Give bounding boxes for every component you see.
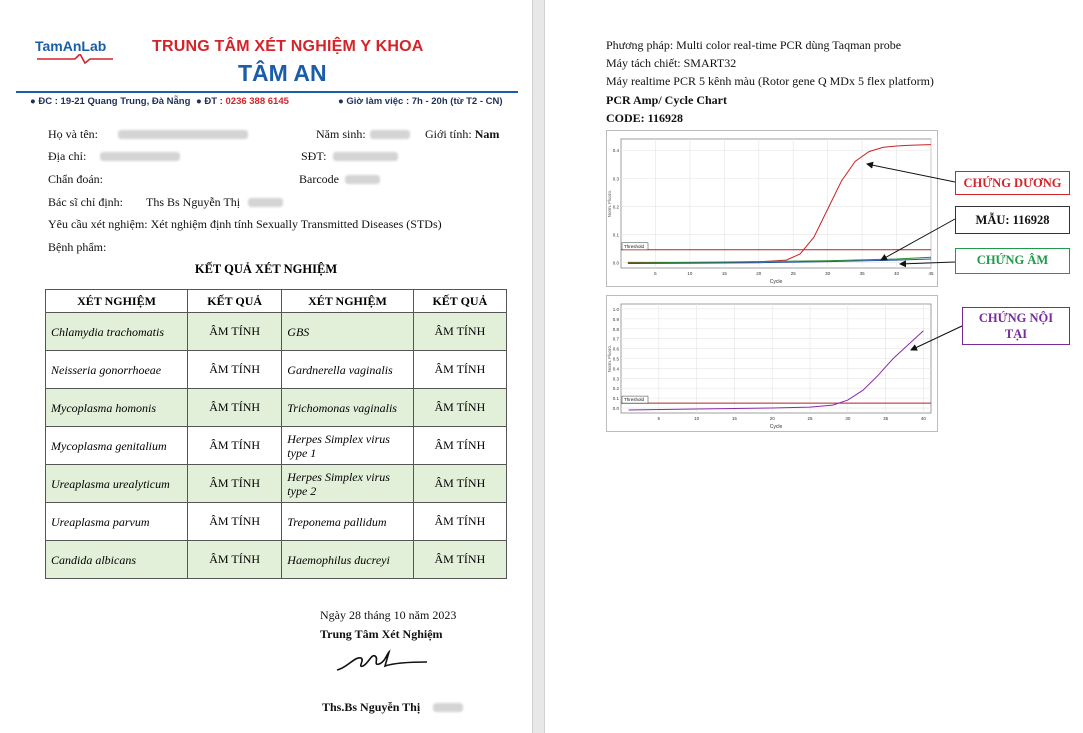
- extraction-line: Máy tách chiết: SMART32: [606, 56, 737, 70]
- test-name-cell: Chlamydia trachomatis: [46, 313, 188, 351]
- result-cell: ÂM TÍNH: [413, 389, 506, 427]
- phone-redacted: [333, 152, 398, 161]
- table-header-row: [46, 290, 507, 313]
- request-value: Xét nghiệm định tính Sexually Transmitted Diseases (STDs): [150, 217, 442, 231]
- center-name: TRUNG TÂM XÉT NGHIỆM Y KHOA: [152, 38, 424, 55]
- x-tick-label: 30: [845, 416, 851, 421]
- col-header-test-1: XÉT NGHIỆM: [46, 290, 188, 313]
- result-cell: ÂM TÍNH: [188, 427, 282, 465]
- y-tick-label: 0.8: [612, 326, 619, 332]
- test-name-cell: GBS: [282, 313, 413, 351]
- result-cell: ÂM TÍNH: [188, 541, 282, 579]
- col-header-test-2: XÉT NGHIỆM: [282, 290, 413, 313]
- lab-logo: [35, 38, 106, 54]
- chart-2-svg: [607, 296, 937, 431]
- y-tick-label: 0.9: [612, 316, 619, 322]
- phone-number: 0236 388 6145: [225, 96, 289, 107]
- test-name-cell: Neisseria gonorrhoeae: [46, 351, 188, 389]
- amplification-chart-1: [606, 130, 938, 287]
- amplification-chart-2: [606, 295, 938, 432]
- y-tick-label: 0.4: [612, 366, 619, 372]
- table-row: [46, 503, 507, 541]
- result-cell: ÂM TÍNH: [413, 503, 506, 541]
- col-header-result-2: KẾT QUẢ: [413, 290, 506, 313]
- callout-internal-line-1: CHỨNG NỘI: [978, 311, 1054, 325]
- y-axis-label: Norm. Fluoro.: [607, 344, 612, 373]
- phone-info: [196, 96, 289, 107]
- result-cell: ÂM TÍNH: [188, 351, 282, 389]
- x-tick-label: 15: [731, 416, 737, 421]
- result-cell: ÂM TÍNH: [413, 541, 506, 579]
- callout-positive: CHỨNG DƯƠNG: [955, 171, 1070, 195]
- y-tick-label: 0.1: [612, 232, 619, 238]
- x-tick-label: 35: [859, 271, 865, 276]
- y-tick-label: 0.3: [612, 176, 619, 182]
- result-cell: ÂM TÍNH: [188, 389, 282, 427]
- signer-redacted: [433, 703, 463, 712]
- sign-date: Ngày 28 tháng 10 năm 2023: [320, 608, 457, 622]
- address-label: Địa chỉ:: [48, 149, 87, 163]
- center-sub-name: TÂM AN: [238, 60, 327, 86]
- signer-name: Ths.Bs Nguyễn Thị: [322, 700, 421, 714]
- x-tick-label: 20: [769, 416, 775, 421]
- sample-code: CODE: 116928: [606, 111, 684, 125]
- x-tick-label: 5: [654, 271, 657, 276]
- x-tick-label: 35: [883, 416, 889, 421]
- diagnosis-label: Chẩn đoán:: [48, 172, 103, 186]
- y-tick-label: 0.0: [612, 406, 619, 412]
- test-name-cell: Ureaplasma urealyticum: [46, 465, 188, 503]
- table-row: [46, 465, 507, 503]
- callout-sample: MẪU: 116928: [955, 206, 1070, 234]
- test-name-cell: Gardnerella vaginalis: [282, 351, 413, 389]
- y-tick-label: 0.7: [612, 336, 619, 342]
- gender-value: Nam: [474, 127, 500, 141]
- y-tick-label: 0.4: [612, 148, 619, 154]
- y-tick-label: 0.1: [612, 396, 619, 402]
- result-title: KẾT QUẢ XÉT NGHIỆM: [194, 262, 338, 276]
- result-cell: ÂM TÍNH: [413, 313, 506, 351]
- address-redacted: [100, 152, 180, 161]
- y-tick-label: 1.0: [612, 306, 619, 312]
- sign-org: Trung Tâm Xét Nghiệm: [320, 627, 443, 641]
- patient-name-label: Họ và tên:: [48, 127, 98, 141]
- table-row: [46, 389, 507, 427]
- request-row: [48, 217, 442, 232]
- x-tick-label: 15: [721, 271, 727, 276]
- doctor-name: Ths Bs Nguyễn Thị: [146, 195, 241, 209]
- x-tick-label: 30: [825, 271, 831, 276]
- y-tick-label: 0.0: [612, 260, 619, 266]
- result-cell: ÂM TÍNH: [413, 351, 506, 389]
- result-cell: ÂM TÍNH: [413, 465, 506, 503]
- logo-text-left: Tam: [35, 38, 63, 54]
- page-gap: [532, 0, 545, 733]
- phone-label: ● ĐT :: [196, 96, 223, 107]
- opening-hours: ● Giờ làm việc : 7h - 20h (từ T2 - CN): [338, 96, 503, 107]
- test-name-cell: Herpes Simplex virus type 2: [282, 465, 413, 503]
- result-cell: ÂM TÍNH: [188, 313, 282, 351]
- logo-swoosh-icon: [35, 54, 115, 64]
- test-name-cell: Ureaplasma parvum: [46, 503, 188, 541]
- barcode-redacted: [345, 175, 380, 184]
- table-row: [46, 541, 507, 579]
- test-name-cell: Mycoplasma homonis: [46, 389, 188, 427]
- x-tick-label: 40: [920, 416, 926, 421]
- test-name-cell: Treponema pallidum: [282, 503, 413, 541]
- chart-title: PCR Amp/ Cycle Chart: [606, 93, 727, 107]
- y-tick-label: 0.5: [612, 356, 619, 362]
- y-tick-label: 0.3: [612, 376, 619, 382]
- barcode-label: Barcode: [299, 172, 339, 186]
- birth-year-redacted: [370, 130, 410, 139]
- doctor-redacted: [248, 198, 283, 207]
- logo-text-right: Lab: [81, 38, 107, 54]
- callout-negative: CHỨNG ÂM: [955, 248, 1070, 274]
- x-tick-label: 5: [657, 416, 661, 421]
- table-row: [46, 427, 507, 465]
- threshold-label: Threshold: [624, 243, 645, 249]
- result-cell: ÂM TÍNH: [188, 465, 282, 503]
- plot-area: [621, 139, 931, 268]
- table-row: [46, 313, 507, 351]
- table-row: [46, 351, 507, 389]
- results-table: [45, 289, 507, 579]
- x-tick-label: 20: [756, 271, 762, 276]
- report-page-2: [545, 0, 1083, 733]
- y-axis-label: Norm. Fluoro.: [607, 189, 612, 218]
- doctor-label: Bác sĩ chỉ định:: [48, 195, 123, 209]
- x-tick-label: 25: [790, 271, 796, 276]
- test-name-cell: Candida albicans: [46, 541, 188, 579]
- x-tick-label: 40: [894, 271, 900, 276]
- result-cell: ÂM TÍNH: [413, 427, 506, 465]
- y-tick-label: 0.2: [612, 386, 619, 392]
- request-label: Yêu cầu xét nghiệm:: [48, 217, 148, 231]
- signature-icon: [335, 648, 430, 676]
- x-tick-label: 25: [807, 416, 813, 421]
- x-tick-label: 45: [928, 271, 934, 276]
- birth-year-label: Năm sinh:: [316, 127, 366, 141]
- callout-internal-line-2: TẠI: [1004, 327, 1028, 341]
- specimen-label: Bệnh phẩm:: [48, 240, 107, 254]
- y-tick-label: 0.2: [612, 204, 619, 210]
- test-name-cell: Haemophilus ducreyi: [282, 541, 413, 579]
- patient-name-redacted: [118, 130, 248, 139]
- gender-label: Giới tính:: [425, 127, 472, 141]
- x-tick-label: 10: [687, 271, 693, 276]
- report-page-1: [0, 0, 532, 733]
- chart-1-svg: [607, 131, 937, 286]
- header-divider: [16, 91, 518, 93]
- x-axis-label: Cycle: [769, 424, 783, 430]
- test-name-cell: Trichomonas vaginalis: [282, 389, 413, 427]
- callout-internal: [962, 307, 1070, 345]
- method-line: Phương pháp: Multi color real-time PCR dùng Taqman probe: [606, 38, 902, 52]
- address: ● ĐC : 19-21 Quang Trung, Đà Nẵng: [30, 96, 191, 107]
- phone-field-label: SĐT:: [301, 149, 327, 163]
- y-tick-label: 0.6: [612, 346, 619, 352]
- col-header-result-1: KẾT QUẢ: [188, 290, 282, 313]
- machine-line: Máy realtime PCR 5 kênh màu (Rotor gene Q MDx 5 flex platform): [606, 74, 934, 88]
- threshold-label: Threshold: [624, 397, 645, 403]
- result-cell: ÂM TÍNH: [188, 503, 282, 541]
- logo-text-mid: An: [62, 38, 82, 54]
- x-tick-label: 10: [694, 416, 700, 421]
- test-name-cell: Mycoplasma genitalium: [46, 427, 188, 465]
- gender-row: [425, 127, 499, 142]
- x-axis-label: Cycle: [769, 279, 783, 285]
- test-name-cell: Herpes Simplex virus type 1: [282, 427, 413, 465]
